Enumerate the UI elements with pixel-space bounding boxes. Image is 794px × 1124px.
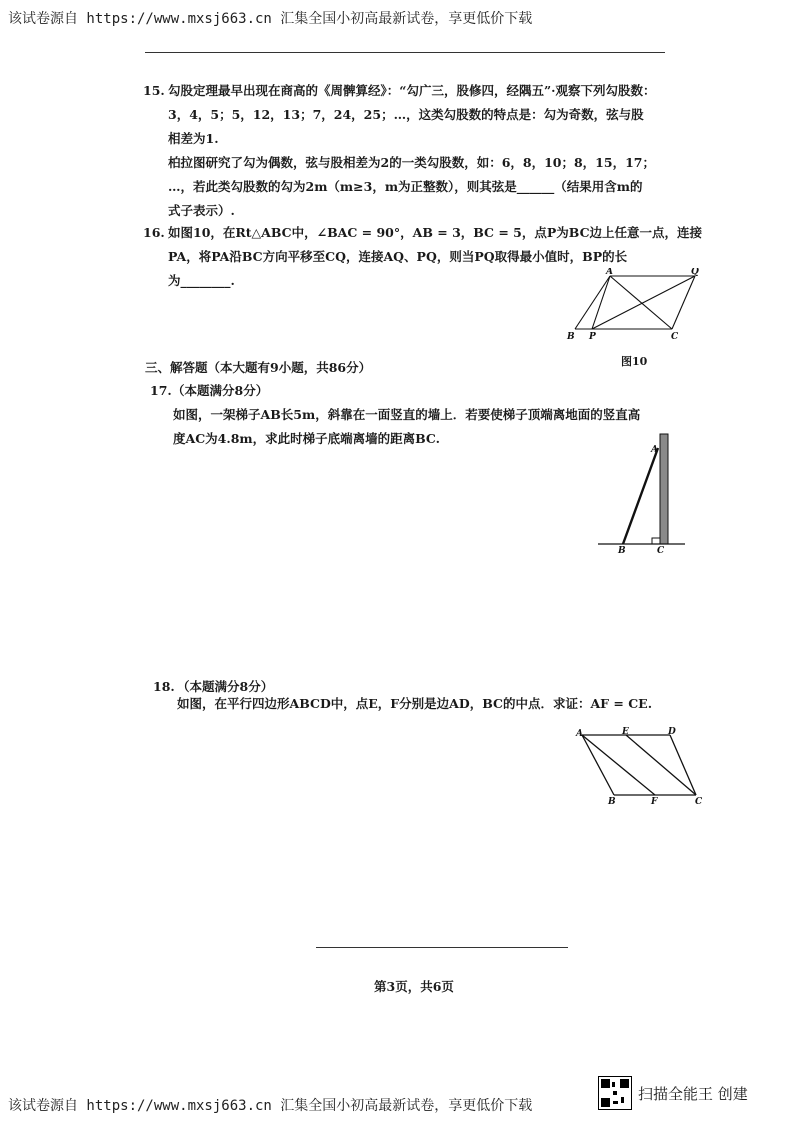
q15-number: 15. xyxy=(143,83,165,98)
label-A: A xyxy=(606,268,613,277)
label-F: F xyxy=(651,797,658,807)
top-banner: 该试卷源自 https://www.mxsj663.cn 汇集全国小初高最新试卷，享更低价下载 xyxy=(8,11,533,27)
q15-line3: 相差为1. xyxy=(168,131,219,146)
right-angle-mark xyxy=(652,538,660,544)
label-C: C xyxy=(657,546,665,555)
q18-number: 18. xyxy=(153,679,175,694)
q18-score: （本题满分8分） xyxy=(177,679,274,694)
figure-10-parallelogram xyxy=(560,268,710,348)
label-B: B xyxy=(608,797,616,807)
segment-AC xyxy=(610,276,672,329)
segment-AF xyxy=(582,735,655,795)
q16-line3: 为________. xyxy=(168,273,235,288)
q15-line4: 柏拉图研究了勾为偶数，弦与股相差为2的一类勾股数，如：6，8，10；8，15，17； xyxy=(168,155,655,170)
label-P: P xyxy=(589,332,596,342)
q17-line1: 如图，一架梯子AB长5m，斜靠在一面竖直的墙上．若要使梯子顶端离地面的竖直高 xyxy=(173,407,641,422)
q15-line1: 勾股定理最早出现在商高的《周髀算经》：“勾广三，股修四，经隅五”·观察下列勾股数： xyxy=(168,83,656,98)
segment-AB xyxy=(575,276,610,329)
bottom-divider xyxy=(316,947,568,948)
side-DC xyxy=(670,735,696,795)
label-Q: Q xyxy=(691,268,699,277)
scanner-watermark: 扫描全能王 创建 xyxy=(638,1085,748,1103)
figure-ladder xyxy=(590,430,690,555)
qr-code-icon xyxy=(598,1076,632,1110)
side-AB xyxy=(582,735,614,795)
label-A: A xyxy=(651,445,658,455)
page-number: 第3页，共6页 xyxy=(374,979,454,994)
label-D: D xyxy=(668,727,676,737)
label-C: C xyxy=(671,332,679,342)
q18-line1: 如图，在平行四边形ABCD中，点E，F分别是边AD，BC的中点．求证：AF = CE. xyxy=(177,696,653,711)
segment-QC xyxy=(672,276,695,329)
ladder-AB xyxy=(623,448,658,544)
label-A: A xyxy=(576,729,583,739)
section3-title: 三、解答题（本大题有9小题，共86分） xyxy=(145,360,372,375)
bottom-banner: 该试卷源自 https://www.mxsj663.cn 汇集全国小初高最新试卷，享更低价下载 xyxy=(8,1098,533,1114)
q16-number: 16. xyxy=(143,225,165,240)
q15-line5: …，若此类勾股数的勾为2m（m≥3，m为正整数），则其弦是______（结果用含m的 xyxy=(168,179,643,194)
label-E: E xyxy=(622,727,629,737)
figure-10-caption: 图10 xyxy=(621,355,648,368)
figure-parallelogram-abcd xyxy=(570,726,710,808)
q15-line6: 式子表示）. xyxy=(168,203,235,218)
q17-number: 17. xyxy=(150,383,172,398)
q17-score: （本题满分8分） xyxy=(172,383,269,398)
q17-line2: 度AC为4.8m，求此时梯子底端离墙的距离BC. xyxy=(173,431,440,446)
label-B: B xyxy=(567,332,575,342)
q16-line1: 如图10，在Rt△ABC中，∠BAC = 90°，AB = 3，BC = 5，点P为BC边上任意一点，连接 xyxy=(168,225,703,240)
wall xyxy=(660,434,668,544)
label-C: C xyxy=(695,797,703,807)
top-divider xyxy=(145,52,665,53)
segment-EC xyxy=(626,735,696,795)
label-B: B xyxy=(618,546,626,555)
q15-line2: 3，4，5；5，12，13；7，24，25；…，这类勾股数的特点是：勾为奇数，弦与股 xyxy=(168,107,644,122)
q16-line2: PA，将PA沿BC方向平移至CQ，连接AQ、PQ，则当PQ取得最小值时，BP的长 xyxy=(168,249,628,264)
